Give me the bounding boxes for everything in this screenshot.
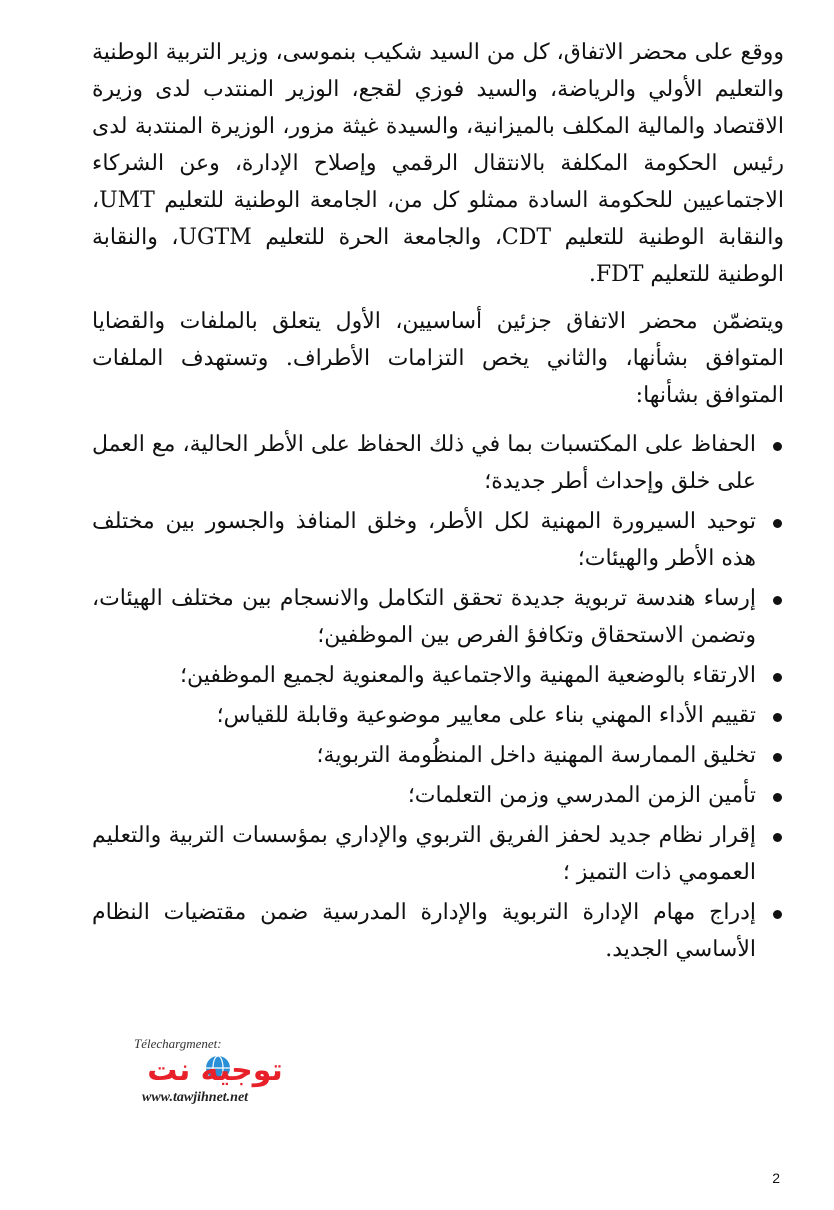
bullet-icon: [773, 442, 782, 451]
list-item: [92, 580, 784, 654]
list-item-text: الارتقاء بالوضعية المهنية والاجتماعية والمعنوية لجميع الموظفين؛: [180, 663, 756, 688]
list-item-text: تخليق الممارسة المهنية داخل المنظُومة التربوية؛: [316, 743, 756, 768]
page-number: 2: [772, 1170, 780, 1186]
list-item: [92, 503, 784, 577]
paragraph-signatories: ووقع على محضر الاتفاق، كل من السيد شكيب بنموسى، وزير التربية الوطنية والتعليم الأولي والرياضة، والسيد فوزي لقجع، الوزير المنتدب لدى وزيرة الاقتصاد والمالية المكلف بالميزانية، والسيدة غيثة مزور، الوزيرة المنتدبة لدى رئيس الحكومة المكلفة بالانتقال الرقمي وإصلاح الإدارة، وعن الشركاء الاجتماعيين للحكومة السادة ممثلو كل من، الجامعة الوطنية للتعليم UMT، والنقابة الوطنية للتعليم CDT، والجامعة الحرة للتعليم UGTM، والنقابة الوطنية للتعليم FDT.: [92, 40, 784, 287]
list-item-text: تقييم الأداء المهني بناء على معايير موضوعية وقابلة للقياس؛: [216, 703, 756, 728]
list-item-text: إقرار نظام جديد لحفز الفريق التربوي والإداري بمؤسسات التربية والتعليم العمومي ذات التميز ؛: [92, 823, 756, 885]
list-item-text: إرساء هندسة تربوية جديدة تحقق التكامل والانسجام بين مختلف الهيئات، وتضمن الاستحقاق وتكافؤ الفرص بين الموظفين؛: [92, 586, 756, 648]
bullet-icon: [773, 753, 782, 762]
bullet-icon: [773, 519, 782, 528]
paragraph-agreement-parts: ويتضمّن محضر الاتفاق جزئين أساسيين، الأول يتعلق بالملفات والقضايا المتوافق بشأنها، والثاني يخص التزامات الأطراف. وتستهدف الملفات المتوافق بشأنها:: [92, 309, 784, 408]
tawjihnet-logo: [130, 1052, 300, 1092]
document-body: [92, 34, 784, 971]
list-item-text: إدراج مهام الإدارة التربوية والإدارة المدرسية ضمن مقتضيات النظام الأساسي الجديد.: [92, 900, 756, 962]
list-item-text: تأمين الزمن المدرسي وزمن التعلمات؛: [407, 783, 756, 808]
list-item: [92, 894, 784, 968]
watermark-url: www.tawjihnet.net: [142, 1090, 249, 1105]
bullet-icon: [773, 833, 782, 842]
bullet-icon: [773, 713, 782, 722]
agreement-files-list: [92, 426, 784, 968]
list-item: [92, 737, 784, 774]
bullet-icon: [773, 910, 782, 919]
list-item: [92, 697, 784, 734]
bullet-icon: [773, 793, 782, 802]
list-item: [92, 657, 784, 694]
bullet-icon: [773, 596, 782, 605]
bullet-icon: [773, 673, 782, 682]
list-item: [92, 817, 784, 891]
list-item: [92, 426, 784, 500]
site-watermark: [130, 1034, 300, 1114]
list-item: [92, 777, 784, 814]
list-item-text: الحفاظ على المكتسبات بما في ذلك الحفاظ على الأطر الحالية، مع العمل على خلق وإحداث أطر جديدة؛: [92, 432, 756, 494]
watermark-label: Télechargmenet:: [134, 1036, 222, 1051]
list-item-text: توحيد السيرورة المهنية لكل الأطر، وخلق المنافذ والجسور بين مختلف هذه الأطر والهيئات؛: [92, 509, 756, 571]
logo-text: توجيه نت: [147, 1053, 283, 1088]
